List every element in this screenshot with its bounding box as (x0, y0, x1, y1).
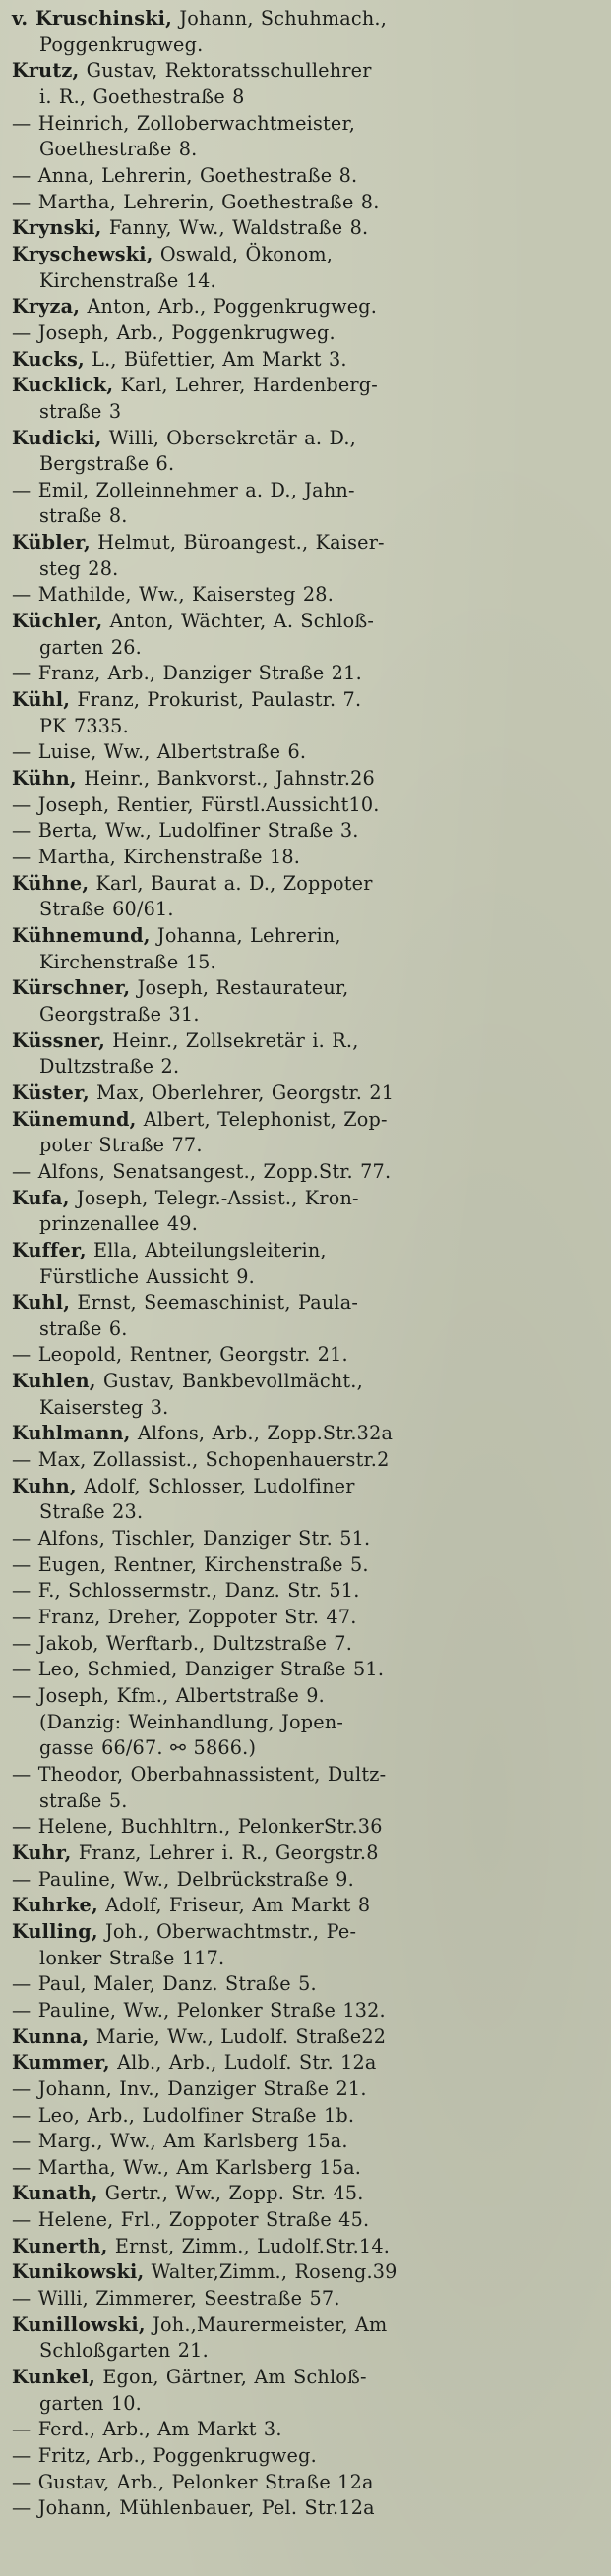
entry-text: Jakob, Werftarb., Dultzstraße 7. (37, 1631, 353, 1655)
entry-dash: — (12, 163, 38, 187)
entry-surname: Kunna, (12, 2024, 90, 2048)
directory-entry (12, 1578, 601, 1605)
directory-entry (12, 2050, 601, 2077)
directory-entry (12, 1526, 601, 1552)
directory-entry (12, 1867, 601, 1894)
directory-entry (12, 163, 601, 190)
entry-text: Heinrich, Zolloberwachtmeister, (37, 111, 356, 135)
entry-text: Theodor, Oberbahnassistent, Dultz- (37, 1762, 387, 1786)
entry-text: Johanna, Lehrerin, (150, 923, 341, 947)
directory-entry (12, 1159, 601, 1186)
entry-surname: Kübler, (12, 531, 91, 555)
entry-continuation: (Danzig: Weinhandlung, Jopen- (39, 1710, 344, 1733)
entry-text: Helene, Buchhltrn., PelonkerStr.36 (37, 1815, 383, 1839)
entry-text: Joseph, Kfm., Albertstraße 9. (37, 1684, 325, 1707)
directory-entry (12, 1447, 601, 1474)
directory-entry (12, 1474, 601, 1526)
entry-text: Karl, Lehrer, Hardenberg- (113, 374, 378, 397)
entry-dash: — (12, 1552, 38, 1576)
entry-text: Ella, Abteilungsleiterin, (86, 1238, 327, 1261)
entry-dash: — (12, 1159, 38, 1183)
directory-entry (12, 2259, 601, 2286)
entry-continuation: Georgstraße 31. (39, 1002, 200, 1025)
directory-entry (12, 2207, 601, 2234)
entry-text: Joh., Oberwachtmstr., Pe- (97, 1919, 357, 1943)
directory-entry (12, 609, 601, 661)
directory-entry (12, 1238, 601, 1290)
entry-surname: Kunillowski, (12, 2313, 146, 2336)
entry-text: Leo, Arb., Ludolfiner Straße 1b. (37, 2103, 355, 2127)
entry-continuation: Kirchenstraße 15. (39, 950, 216, 973)
entry-text: Leo, Schmied, Danziger Straße 51. (37, 1658, 385, 1681)
entry-text: Johann, Inv., Danziger Straße 21. (37, 2077, 367, 2100)
entry-text: Alfons, Arb., Zopp.Str.32a (130, 1422, 394, 1445)
entry-continuation: prinzenallee 49. (39, 1212, 199, 1236)
entry-surname: Kuhlen, (12, 1370, 96, 1393)
directory-entry (12, 1683, 601, 1762)
entry-continuation: straße 8. (39, 504, 128, 528)
entry-dash: — (12, 2103, 38, 2127)
entry-text: Adolf, Friseur, Am Markt 8 (97, 1894, 371, 1917)
directory-entry (12, 923, 601, 975)
entry-continuation: straße 6. (39, 1317, 128, 1340)
directory-entry (12, 321, 601, 347)
entry-text: Egon, Gärtner, Am Schloß- (95, 2366, 367, 2389)
entry-surname: Kuffer, (12, 1238, 87, 1261)
entry-surname: Kunkel, (12, 2366, 96, 2389)
entry-continuation: straße 3 (39, 399, 122, 423)
entry-text: Gustav, Arb., Pelonker Straße 12a (37, 2470, 374, 2493)
entry-surname: Kunikowski, (12, 2260, 145, 2284)
entry-dash: — (12, 1998, 38, 2021)
directory-entry (12, 2313, 601, 2365)
entry-continuation: Fürstliche Aussicht 9. (39, 1264, 255, 1288)
entry-dash: — (12, 2287, 38, 2311)
entry-text: Willi, Zimmerer, Seestraße 57. (37, 2287, 340, 2311)
entry-text: Johann, Mühlenbauer, Pel. Str.12a (37, 2496, 375, 2520)
entry-text: Marg., Ww., Am Karlsberg 15a. (37, 2130, 348, 2153)
entry-dash: — (12, 583, 38, 607)
directory-entry (12, 1893, 601, 1919)
entry-dash: — (12, 1343, 38, 1367)
entry-surname: Künemund, (12, 1107, 137, 1131)
directory-entry (12, 2443, 601, 2470)
directory-entry (12, 426, 601, 478)
entry-text: Joseph, Restaurateur, (130, 976, 349, 1000)
directory-entry (12, 347, 601, 374)
entry-dash: — (12, 2470, 38, 2493)
directory-entry (12, 2365, 601, 2417)
directory-entry (12, 1421, 601, 1447)
entry-continuation: lonker Straße 117. (39, 1946, 225, 1969)
entry-dash: — (12, 819, 38, 843)
entry-dash: — (12, 740, 38, 764)
entry-text: Fanny, Ww., Waldstraße 8. (101, 216, 369, 240)
entry-continuation: Straße 60/61. (39, 898, 174, 921)
entry-dash: — (12, 2496, 38, 2520)
entry-continuation: gasse 66/67. ⚯ 5866.) (39, 1736, 257, 1760)
directory-entry (12, 1081, 601, 1107)
entry-text: Eugen, Rentner, Kirchenstraße 5. (37, 1552, 369, 1576)
entry-text: Martha, Ww., Am Karlsberg 15a. (37, 2155, 362, 2179)
entry-text: Adolf, Schlosser, Ludolfiner (76, 1474, 355, 1497)
entry-text: Ferd., Arb., Am Markt 3. (37, 2418, 282, 2441)
entry-surname: Kunerth, (12, 2234, 108, 2257)
directory-entries (12, 6, 601, 2522)
entry-text: Alfons, Tischler, Danziger Str. 51. (37, 1527, 371, 1551)
entry-text: Willi, Obersekretär a. D., (101, 426, 356, 449)
entry-text: Martha, Lehrerin, Goethestraße 8. (37, 190, 380, 213)
entry-surname: Kühne, (12, 871, 90, 895)
entry-dash: — (12, 1658, 38, 1681)
entry-text: Martha, Kirchenstraße 18. (37, 846, 301, 868)
directory-entry (12, 2024, 601, 2051)
directory-entry (12, 1342, 601, 1369)
entry-text: Helene, Frl., Zoppoter Straße 45. (37, 2208, 370, 2232)
entry-text: Oswald, Ökonom, (153, 242, 334, 265)
entry-text: Joseph, Arb., Poggenkrugweg. (37, 321, 336, 344)
entry-text: Joseph, Rentier, Fürstl.Aussicht10. (37, 792, 380, 816)
entry-surname: Kühl, (12, 688, 71, 712)
entry-dash: — (12, 792, 38, 816)
entry-text: Gertr., Ww., Zopp. Str. 45. (97, 2182, 364, 2205)
directory-entry (12, 2470, 601, 2496)
entry-text: Alfons, Senatsangest., Zopp.Str. 77. (37, 1159, 392, 1183)
entry-surname: Kunath, (12, 2182, 98, 2205)
directory-entry (12, 1657, 601, 1683)
entry-surname: Kuhl, (12, 1291, 71, 1315)
entry-surname: Kucklick, (12, 374, 114, 397)
directory-entry (12, 242, 601, 294)
entry-text: Franz, Dreher, Zoppoter Str. 47. (37, 1606, 357, 1629)
entry-dash: — (12, 2208, 38, 2232)
entry-dash: — (12, 2155, 38, 2179)
entry-continuation: straße 5. (39, 1788, 128, 1812)
entry-text: Leopold, Rentner, Georgstr. 21. (37, 1343, 348, 1367)
entry-text: Max, Oberlehrer, Georgstr. 21 (89, 1081, 395, 1104)
entry-surname: Kuhrke, (12, 1894, 98, 1917)
entry-surname: Kucks, (12, 347, 85, 371)
directory-entry (12, 478, 601, 530)
directory-entry (12, 739, 601, 766)
entry-text: Joh.,Maurermeister, Am (145, 2313, 388, 2336)
directory-entry (12, 661, 601, 687)
directory-entry (12, 1605, 601, 1631)
entry-surname: Kufa, (12, 1186, 70, 1209)
directory-entry (12, 1028, 601, 1081)
entry-continuation: i. R., Goethestraße 8 (39, 85, 245, 108)
entry-text: L., Büfettier, Am Markt 3. (84, 347, 347, 371)
entry-surname: Kuhlmann, (12, 1422, 131, 1445)
directory-entry (12, 1369, 601, 1421)
directory-entry (12, 2077, 601, 2103)
directory-entry (12, 1762, 601, 1814)
entry-dash: — (12, 662, 38, 685)
entry-text: Emil, Zolleinnehmer a. D., Jahn- (37, 478, 355, 501)
directory-entry (12, 190, 601, 216)
entry-continuation: Poggenkrugweg. (39, 32, 204, 56)
entry-text: Helmut, Büroangest., Kaiser- (90, 531, 385, 555)
entry-continuation: PK 7335. (39, 714, 129, 737)
directory-entry (12, 58, 601, 110)
entry-surname: Kürschner, (12, 976, 131, 1000)
directory-entry (12, 215, 601, 242)
entry-continuation: Kaisersteg 3. (39, 1395, 169, 1419)
entry-text: Franz, Prokurist, Paulastr. 7. (70, 688, 362, 712)
directory-entry (12, 1919, 601, 1971)
entry-text: Gustav, Bankbevollmächt., (95, 1370, 363, 1393)
directory-entry (12, 2181, 601, 2207)
entry-surname: Krynski, (12, 216, 102, 240)
entry-dash: — (12, 321, 38, 344)
entry-text: Marie, Ww., Ludolf. Straße22 (89, 2024, 387, 2048)
directory-entry (12, 687, 601, 739)
entry-surname: v. Kruschinski, (12, 7, 173, 29)
entry-text: Berta, Ww., Ludolfiner Straße 3. (37, 819, 359, 843)
entry-text: Gustav, Rektoratsschullehrer (79, 59, 372, 83)
entry-continuation: Goethestraße 8. (39, 138, 198, 161)
entry-continuation: Dultzstraße 2. (39, 1055, 180, 1079)
entry-text: Albert, Telephonist, Zop- (136, 1107, 388, 1131)
entry-text: Walter,Zimm., Roseng.39 (144, 2260, 397, 2284)
entry-continuation: garten 10. (39, 2391, 142, 2415)
directory-entry (12, 818, 601, 845)
entry-dash: — (12, 1448, 38, 1472)
entry-dash: — (12, 1972, 38, 1996)
directory-entry (12, 1186, 601, 1238)
directory-entry (12, 975, 601, 1027)
entry-dash: — (12, 111, 38, 135)
directory-entry (12, 2155, 601, 2182)
entry-text: Pauline, Ww., Pelonker Straße 132. (37, 1998, 386, 2021)
directory-entry (12, 1998, 601, 2024)
directory-entry (12, 1814, 601, 1841)
directory-entry (12, 871, 601, 923)
entry-surname: Küssner, (12, 1028, 105, 1052)
entry-dash: — (12, 1684, 38, 1707)
entry-continuation: steg 28. (39, 556, 119, 580)
directory-entry (12, 792, 601, 819)
entry-surname: Küchler, (12, 610, 103, 633)
entry-surname: Kuhr, (12, 1841, 72, 1864)
entry-continuation: Bergstraße 6. (39, 452, 175, 476)
directory-entry (12, 2129, 601, 2155)
entry-surname: Kühnemund, (12, 923, 151, 947)
directory-entry (12, 2234, 601, 2260)
entry-surname: Kryschewski, (12, 242, 153, 265)
directory-entry (12, 766, 601, 792)
entry-continuation: Kirchenstraße 14. (39, 268, 216, 292)
entry-surname: Kryza, (12, 295, 81, 319)
entry-text: Karl, Baurat a. D., Zoppoter (89, 871, 373, 895)
directory-entry (12, 1290, 601, 1342)
entry-text: Luise, Ww., Albertstraße 6. (37, 740, 307, 764)
entry-text: Franz, Lehrer i. R., Georgstr.8 (71, 1841, 379, 1864)
entry-dash: — (12, 1606, 38, 1629)
entry-text: Anton, Wächter, A. Schloß- (102, 610, 375, 633)
entry-text: Ernst, Zimm., Ludolf.Str.14. (107, 2234, 391, 2257)
entry-continuation: garten 26. (39, 635, 142, 659)
directory-entry (12, 294, 601, 321)
directory-entry (12, 1841, 601, 1867)
entry-dash: — (12, 2130, 38, 2153)
entry-text: Alb., Arb., Ludolf. Str. 12a (109, 2051, 377, 2075)
entry-surname: Kummer, (12, 2051, 110, 2075)
entry-dash: — (12, 1762, 38, 1786)
directory-entry (12, 845, 601, 871)
entry-surname: Kudicki, (12, 426, 102, 449)
entry-dash: — (12, 1579, 38, 1603)
directory-entry (12, 582, 601, 609)
entry-text: F., Schlossermstr., Danz. Str. 51. (37, 1579, 360, 1603)
entry-text: Johann, Schuhmach., (172, 7, 388, 29)
entry-continuation: Schloßgarten 21. (39, 2339, 209, 2363)
entry-text: Anton, Arb., Poggenkrugweg. (80, 295, 378, 319)
entry-surname: Küster, (12, 1081, 90, 1104)
entry-text: Fritz, Arb., Poggenkrugweg. (37, 2444, 317, 2468)
entry-surname: Kuhn, (12, 1474, 77, 1497)
entry-dash: — (12, 1527, 38, 1551)
entry-dash: — (12, 478, 38, 501)
directory-entry (12, 373, 601, 425)
entry-text: Anna, Lehrerin, Goethestraße 8. (37, 163, 358, 187)
entry-dash: — (12, 1631, 38, 1655)
directory-entry (12, 111, 601, 163)
entry-text: Heinr., Zollsekretär i. R., (104, 1028, 359, 1052)
directory-entry (12, 2286, 601, 2313)
directory-entry (12, 1971, 601, 1998)
entry-continuation: Straße 23. (39, 1500, 144, 1524)
entry-dash: — (12, 2444, 38, 2468)
entry-text: Pauline, Ww., Delbrückstraße 9. (37, 1867, 354, 1891)
entry-surname: Krutz, (12, 59, 80, 83)
entry-text: Joseph, Telegr.-Assist., Kron- (69, 1186, 359, 1209)
directory-entry (12, 6, 601, 58)
directory-entry (12, 2495, 601, 2522)
directory-entry (12, 2417, 601, 2443)
entry-text: Mathilde, Ww., Kaisersteg 28. (37, 583, 335, 607)
entry-dash: — (12, 1815, 38, 1839)
entry-text: Max, Zollassist., Schopenhauerstr.2 (37, 1448, 390, 1472)
entry-text: Franz, Arb., Danziger Straße 21. (37, 662, 362, 685)
entry-text: Ernst, Seemaschinist, Paula- (70, 1291, 359, 1315)
entry-dash: — (12, 2077, 38, 2100)
directory-entry (12, 2103, 601, 2130)
entry-text: Heinr., Bankvorst., Jahnstr.26 (76, 767, 375, 790)
entry-text: Paul, Maler, Danz. Straße 5. (37, 1972, 317, 1996)
entry-continuation: poter Straße 77. (39, 1134, 203, 1157)
entry-surname: Kühn, (12, 767, 77, 790)
entry-dash: — (12, 2418, 38, 2441)
entry-surname: Kulling, (12, 1919, 98, 1943)
entry-dash: — (12, 1867, 38, 1891)
entry-dash: — (12, 846, 38, 868)
entry-dash: — (12, 190, 38, 213)
directory-entry (12, 1631, 601, 1658)
directory-entry (12, 530, 601, 582)
directory-entry (12, 1107, 601, 1159)
directory-entry (12, 1552, 601, 1579)
